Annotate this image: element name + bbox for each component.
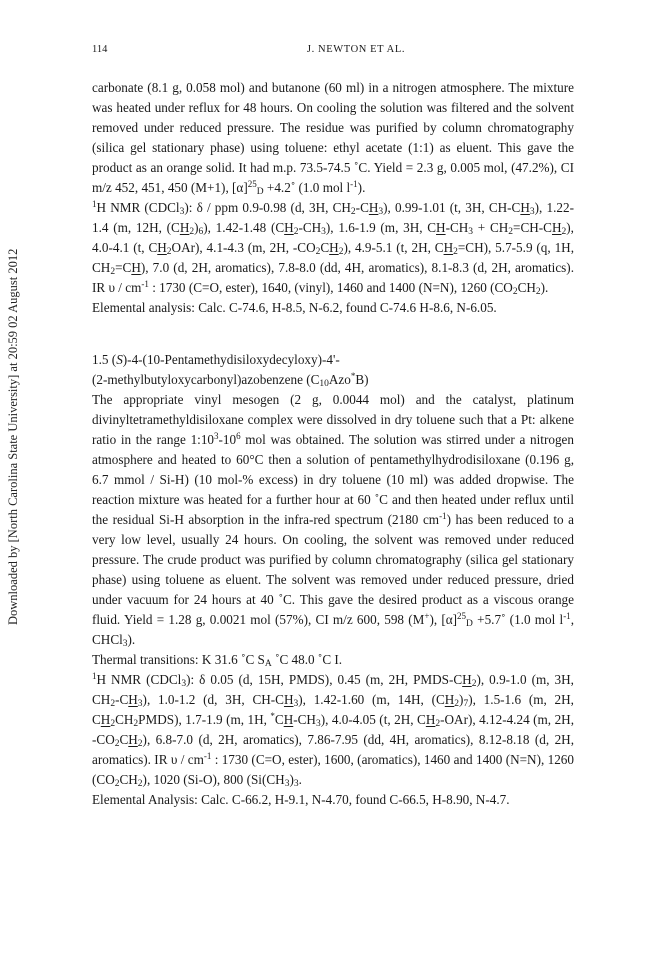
elemental-analysis-1: Elemental analysis: Calc. C-74.6, H-8.5, N-6.2, found C-74.6 H-8.6, N-6.05. xyxy=(92,300,497,315)
page-number: 114 xyxy=(92,44,108,55)
article-body xyxy=(92,78,574,810)
nmr-data-1: $^1$H NMR (CDCl$_3$): δ / ppm 0.9-0.98 (d, 3H, $CH_2-CH_3$), 0.99-1.01 (t, 3H, $CH-CH_3$), 1.22-1.4 (m, 12H, $(CH_2)_6$), 1.42-1.48 $(CH_2-CH_3)$, 1.6-1.9 (m, 3H, $CH-CH_3 + CH_2=CH-CH_2$), 4.0-4.1 (t, $CH_2OAr$), 4.1-4.3 (m, 2H, $-CO_2CH_2$), 4.9-5.1 (t, 2H, $CH_2=CH$), 5.7-5.9 (q, 1H, $CH_2=CH$), 7.0 (d, 2H, aromatics), 7.8-8.0 (dd, 4H, aromatics), 8.1-8.3 (d, 2H, aromatics). IR υ / $cm^{-1}$ : 1730 (C=O, ester), 1640, (vinyl), 1460 and 1400 (N=N), 1260 $(CO_2CH_2)$. xyxy=(92,199,574,297)
nmr-data-2: $^1$H NMR (CDCl$_3$): δ 0.05 (d, 15H, PMDS), 0.45 (m, 2H, PMDS-$CH_2$), 0.9-1.0 (m, 3H, $CH_2-CH_3$), 1.0-1.2 (d, 3H, $CH-CH_3$), 1.42-1.60 (m, 14H, $(CH_2)_7$), 1.5-1.6 (m, 2H, $CH_2CH_2PMDS$), 1.7-1.9 (m, 1H, $^*CH-CH_3$), 4.0-4.05 (t, 2H, $CH_2-OAr$), 4.12-4.24 (m, 2H, $-CO_2CH_2$), 6.8-7.0 (d, 2H, aromatics), 7.86-7.95 (dd, 4H, aromatics), 8.12-8.18 (d, 2H, aromatics). IR υ / $cm^{-1}$ : 1730 (C=O, ester), 1600, (aromatics), 1460 and 1400 (N=N), 1260 $(CO_2CH_2)$, 1020 (Si-O), 800 ($Si(CH_3)_3$. xyxy=(92,671,574,789)
paragraph-synthesis-2: The appropriate vinyl mesogen (2 g, 0.0044 mol) and the catalyst, platinum divinyltetramethyldisiloxane complex were dissolved in dry toluene such that a Pt: alkene ratio in the range $1:10^3-10^6$ mol was obtained. The solution was stirred under a nitrogen atmosphere and heated to 60°C then a solution of pentamethylhydrodisiloxane (0.196 g, 6.7 mmol / Si-H) (10 mol-% excess) in dry toluene (10 ml) was added dropwise. The reaction mixture was heated for a further hour at 60 ˚C and then heated under reflux until the residual Si-H absorption in the infra-red spectrum (2180 $cm^{-1}$) has been reduced to a very low level, usually 24 hours. On cooling, the solvent was removed under reduced pressure. The crude product was purified by column chromatography (silica gel stationary phase) using toluene as eluent. The solvent was removed under reduced pressure, dried under vacuum for 24 hours at 40 ˚C. This gave the desired product as a viscous orange fluid. Yield = 1.28 g, 0.0021 mol (57%), CI m/z 600, 598 (M+), $[\alpha]^{25}_D$ +5.7˚ (1.0 mol $l^{-1}$, CHCl$_3$). xyxy=(92,392,574,649)
elemental-analysis-2: Elemental Analysis: Calc. C-66.2, H-9.1, N-4.70, found C-66.5, H-8.90, N-4.7. xyxy=(92,792,510,807)
section-heading-1-5: 1.5 (S)-4-(10-Pentamethydisiloxydecyloxy)-4'- (2-methylbutyloxycarbonyl)azobenzene $(C_{10}Azo^*B)$ xyxy=(92,352,369,389)
thermal-transitions: Thermal transitions: K 31.6 ˚C $S_A$ ˚C 48.0 ˚C I. xyxy=(92,652,343,669)
paragraph-synthesis-1: carbonate (8.1 g, 0.058 mol) and butanone (60 ml) in a nitrogen atmosphere. The mixture was heated under reflux for 48 hours. On cooling the solution was filtered and the solvent removed under reduced pressure. The residue was purified by column chromatography (silica gel stationary phase) using toluene: ethyl acetate (1:1) as eluent. This gave the product as an orange solid. It had m.p. 73.5-74.5 ˚C. Yield = 2.3 g, 0.005 mol, (47.2%), CI m/z 452, 451, 450 (M+1), $[\alpha]^{25}_D$ +4.2˚ (1.0 mol $l^{-1}$). xyxy=(92,80,574,197)
running-head: J. NEWTON ET AL. xyxy=(306,44,406,55)
download-watermark: Downloaded by [North Carolina State University] at 20:59 02 August 2012 xyxy=(6,248,20,625)
